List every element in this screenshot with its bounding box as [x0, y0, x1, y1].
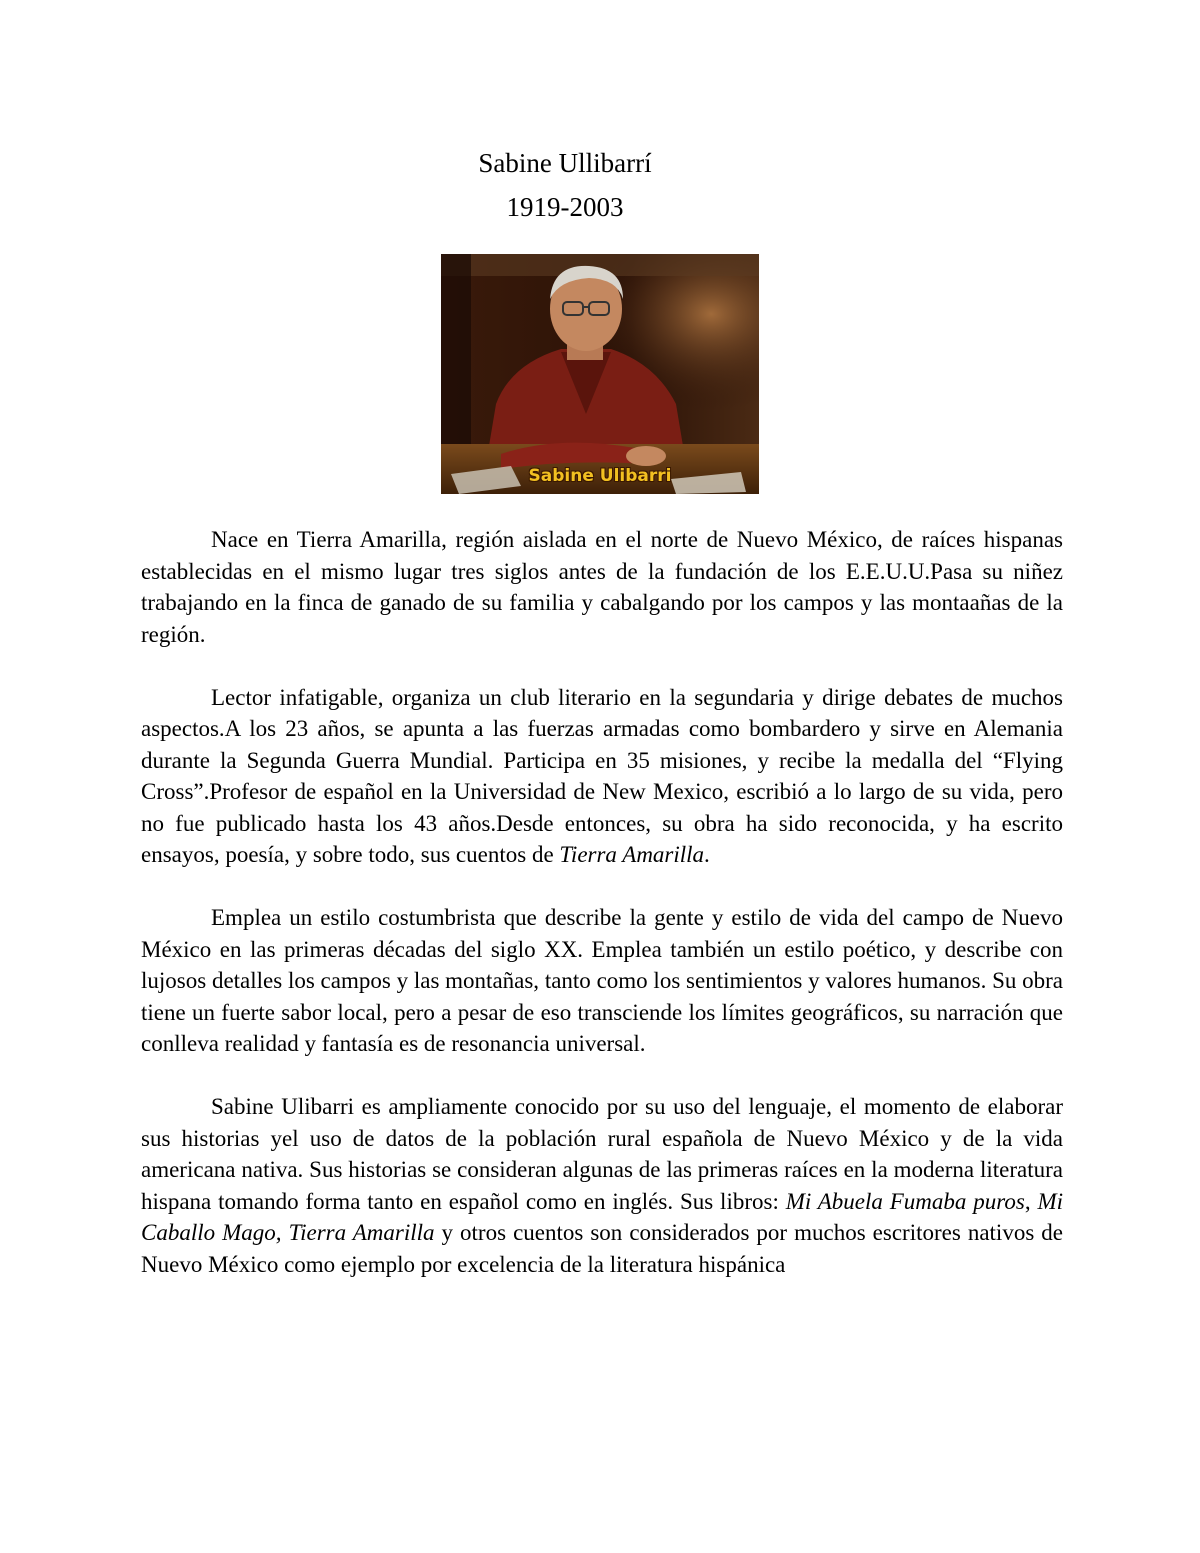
paragraph-2: Lector infatigable, organiza un club literario en la segundaria y dirige debates de muchos aspectos.A los 23 años, se apunta a las fuerzas armadas como bombardero y sirve en Alemania durante la Segunda Guerra Mundial. Participa en 35 misiones, y recibe la medalla del “Flying Cross”.Profesor de español en la Universidad de New Mexico, escribió a lo largo de su vida, pero no fue publicado hasta los 43 años.Desde entonces, su obra ha sido reconocida, y ha escrito ensayos, poesía, y sobre todo, sus cuentos de Tierra Amarilla. — [141, 684, 1063, 867]
paragraph-3: Emplea un estilo costumbrista que describe la gente y estilo de vida del campo de Nuevo México en las primeras décadas del siglo XX. Emplea también un estilo poético, y describe con lujosos detalles los campos y las montañas, tanto como los sentimientos y valores humanos. Su obra tiene un fuerte sabor local, pero a pesar de eso transciende los límites geográficos, su narración que conlleva realidad y fantasía es de resonancia universal. — [141, 905, 1063, 1056]
photo-caption: Sabine Ulibarri — [528, 466, 672, 486]
paragraph-4: Sabine Ulibarri es ampliamente conocido por su uso del lenguaje, el momento de elaborar sus historias yel uso de datos de la población rural española de Nuevo México y de la vida americana nativa. Sus historias se consideran algunas de las primeras raíces en la moderna literatura hispana tomando forma tanto en español como en inglés. Sus libros: Mi Abuela Fumaba puros, Mi Caballo Mago, Tierra Amarilla y otros cuentos son considerados por muchos escritores nativos de Nuevo México como ejemplo por excelencia de la literatura hispánica — [141, 1094, 1064, 1277]
author-years: 1919-2003 — [506, 192, 624, 222]
title-block — [0, 141, 1130, 229]
book-title: Mi Abuela Fumaba puros — [785, 1188, 1025, 1214]
paragraph-1: Nace en Tierra Amarilla, región aislada en el norte de Nuevo México, de raíces hispanas establecidas en el mismo lugar tres siglos antes de la fundación de los E.E.U.U.Pasa su niñez trabajando en la finca de ganado de su familia y cabalgando por los campos y las montaañas de la región. — [141, 527, 1063, 647]
author-photo — [441, 254, 759, 494]
author-name: Sabine Ullibarrí — [478, 148, 652, 178]
biography-text — [141, 524, 1063, 1312]
book-title: Mi Caballo Mago, Tierra Amarilla — [141, 1188, 1064, 1245]
book-title: Tierra Amarilla — [559, 842, 705, 867]
portrait-illustration — [441, 254, 759, 494]
